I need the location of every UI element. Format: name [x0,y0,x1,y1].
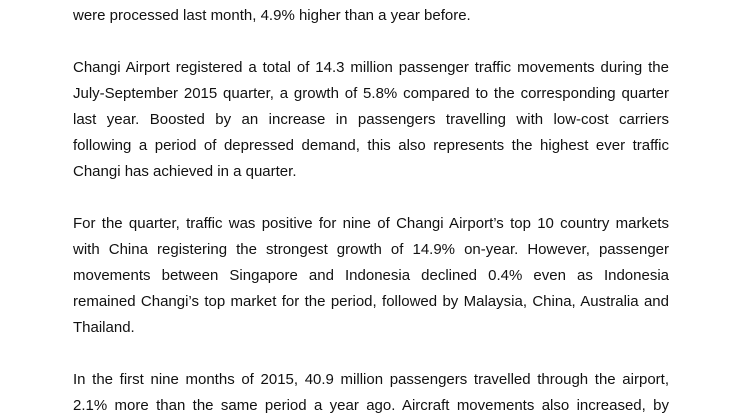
text-line: July-September 2015 quarter, a growth of 5.8% compared to the corresponding quarter [73,85,669,102]
text-line: Changi Airport registered a total of 14.3 million passenger traffic movements during the [73,59,669,76]
text-line: In the first nine months of 2015, 40.9 million passengers travelled through the airport, [73,371,669,388]
text-line: following a period of depressed demand, this also represents the highest ever traffic [73,137,669,154]
text-line: Thailand. [73,319,135,336]
text-line: remained Changi’s top market for the period, followed by Malaysia, China, Australia and [73,293,669,310]
text-line: 2.1% more than the same period a year ago. Aircraft movements also increased, by [73,397,669,414]
text-line: movements between Singapore and Indonesia declined 0.4% even as Indonesia [73,267,669,284]
text-line: were processed last month, 4.9% higher than a year before. [73,7,471,24]
text-line: last year. Boosted by an increase in passengers travelling with low-cost carriers [73,111,669,128]
text-line: Changi has achieved in a quarter. [73,163,297,180]
text-line: with China registering the strongest growth of 14.9% on-year. However, passenger [73,241,669,258]
text-line: For the quarter, traffic was positive for nine of Changi Airport’s top 10 country markets [73,215,669,232]
